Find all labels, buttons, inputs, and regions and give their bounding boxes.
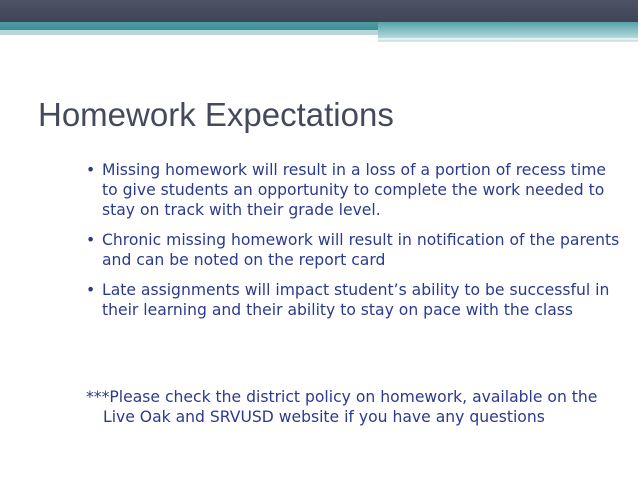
bullet-text: Chronic missing homework will result in notification of the parents and can be noted on the report card <box>102 231 620 269</box>
bullet-dot-icon: • <box>86 161 96 179</box>
bullet-dot-icon: • <box>86 231 96 249</box>
bullet-text: Late assignments will impact student’s ability to be successful in their learning and their ability to stay on pace with the class <box>102 281 610 319</box>
bullet-text: Missing homework will result in a loss of a portion of recess time to give students an opportunity to complete the work needed to stay on track with their grade level. <box>102 161 606 219</box>
slide-title: Homework Expectations <box>38 96 394 133</box>
policy-note: ***Please check the district policy on homework, available on the Live Oak and SRVUSD website if you have any questions <box>86 388 598 426</box>
bullet-item <box>86 230 626 270</box>
bullet-item <box>86 160 626 220</box>
bullet-item <box>86 280 626 320</box>
header-accent-block <box>378 22 638 42</box>
bullet-list <box>86 160 626 330</box>
bullet-dot-icon: • <box>86 281 96 299</box>
header-band <box>0 0 638 22</box>
